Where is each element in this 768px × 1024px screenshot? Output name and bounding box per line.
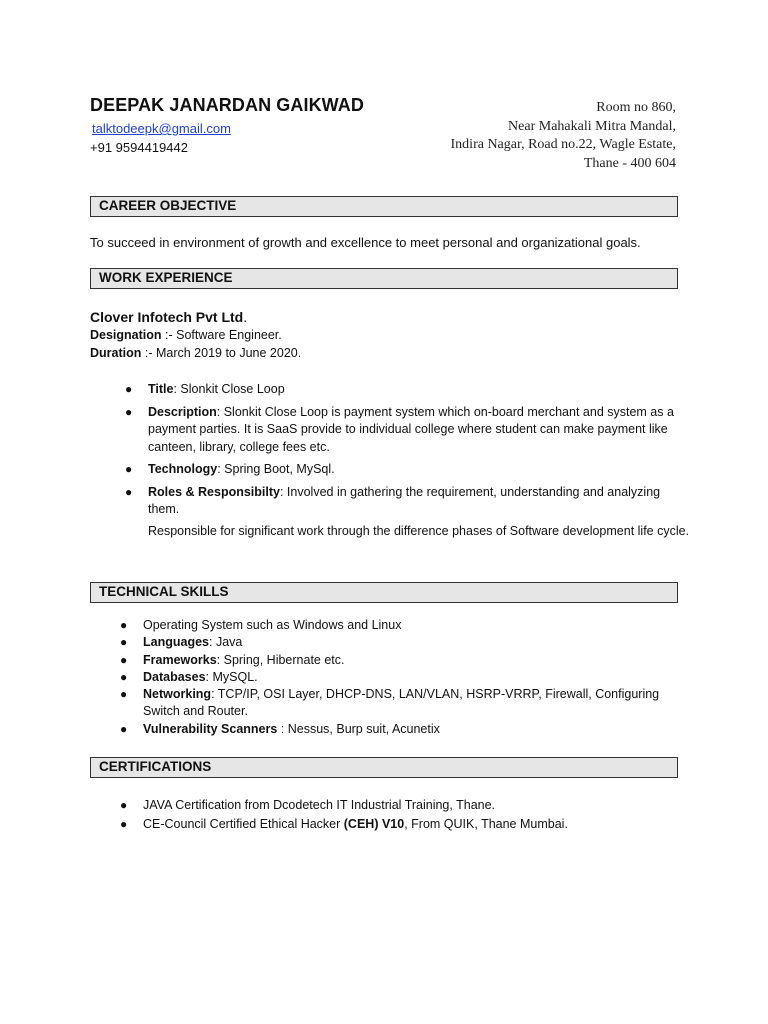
bullet-icon: ● [125, 462, 133, 476]
list-item [90, 686, 690, 721]
item-label: Technology [148, 462, 218, 476]
candidate-name: DEEPAK JANARDAN GAIKWAD [90, 95, 364, 115]
duration-label: Duration [90, 346, 142, 360]
cert-text: CE-Council Certified Ethical Hacker [143, 816, 344, 831]
list-item [90, 404, 690, 457]
skills-list [90, 617, 690, 738]
section-title: TECHNICAL SKILLS [99, 584, 229, 599]
section-title: CERTIFICATIONS [99, 759, 212, 774]
address-line: Near Mahakali Mitra Mandal, [508, 118, 676, 134]
bullet-icon: ● [125, 484, 133, 499]
list-item [90, 796, 690, 815]
item-label: Frameworks [143, 652, 217, 667]
bullet-icon: ● [125, 404, 133, 419]
section-title: CAREER OBJECTIVE [99, 198, 237, 213]
bullet-icon: ● [125, 382, 133, 396]
item-text: : Slonkit Close Loop is payment system which on-board merchant and system as a payment parties. It is SaaS provide to individual college where student can make payment like canteen, library, college fees etc. [148, 404, 674, 454]
list-item [90, 634, 690, 651]
address-line: Indira Nagar, Road no.22, Wagle Estate, [450, 137, 676, 152]
cert-bold-text: (CEH) V10 [343, 816, 405, 831]
item-text: : Nessus, Burp suit, Acunetix [277, 721, 440, 736]
item-extra-text: Responsible for significant work through the difference phases of Software development life cycle. [148, 523, 690, 538]
section-header-certifications [90, 757, 678, 778]
item-label: Title [148, 382, 174, 396]
item-label: Vulnerability Scanners [143, 721, 278, 736]
designation-line [90, 328, 282, 342]
list-item [90, 484, 690, 541]
address-line: Room no 860, [596, 100, 676, 115]
section-header-work-experience [90, 268, 678, 289]
item-text: : TCP/IP, OSI Layer, DHCP-DNS, LAN/VLAN, HSRP-VRRP, Firewall, Configuring Switch and Router. [143, 687, 660, 719]
address-line: Thane - 400 604 [583, 155, 676, 171]
bullet-icon: ● [120, 798, 128, 812]
bullet-icon: ● [120, 721, 128, 736]
item-text: : Java [209, 635, 243, 650]
item-text: : Slonkit Close Loop [173, 382, 285, 396]
company-name-suffix: . [243, 309, 248, 325]
list-item [90, 617, 690, 634]
list-item [90, 815, 690, 834]
certifications-list [90, 796, 690, 833]
cert-text: JAVA Certification from Dcodetech IT Industrial Training, Thane. [143, 798, 496, 812]
bullet-icon: ● [120, 652, 128, 667]
phone-number: +91 9594419442 [90, 140, 188, 155]
item-label: Languages [143, 635, 209, 650]
bullet-icon: ● [120, 816, 128, 831]
list-item [90, 721, 690, 738]
bullet-icon: ● [120, 635, 128, 650]
list-item [90, 461, 690, 479]
bullet-icon: ● [120, 669, 128, 684]
career-objective-text: To succeed in environment of growth and excellence to meet personal and organizational goals. [90, 235, 641, 250]
item-label: Databases [143, 669, 206, 684]
project-details-list [90, 381, 690, 545]
list-item [90, 381, 690, 399]
list-item [90, 652, 690, 669]
section-title: WORK EXPERIENCE [99, 270, 233, 285]
duration-value: :- March 2019 to June 2020. [141, 346, 302, 360]
company-name-text: Clover Infotech Pvt Ltd [90, 309, 244, 325]
designation-value: :- Software Engineer. [161, 328, 282, 342]
designation-label: Designation [90, 328, 162, 342]
item-text: : MySQL. [205, 669, 258, 684]
address-block [451, 99, 676, 173]
section-header-technical-skills [90, 582, 678, 603]
item-label: Roles & Responsibilty [148, 484, 280, 499]
item-label: Networking [143, 687, 212, 702]
list-item [90, 669, 690, 686]
item-text: Operating System such as Windows and Linux [143, 618, 402, 632]
cert-text-suffix: , From QUIK, Thane Mumbai. [404, 816, 568, 831]
company-name [90, 309, 247, 325]
section-header-career-objective [90, 196, 678, 217]
duration-line [90, 346, 301, 360]
item-label: Description [148, 404, 217, 419]
item-text: : Spring, Hibernate etc. [216, 652, 345, 667]
item-text: : Involved in gathering the requirement, understanding and analyzing them. [148, 484, 661, 516]
item-text: : Spring Boot, MySql. [217, 462, 335, 476]
email-link[interactable]: talktodeepk@gmail.com [92, 121, 231, 136]
bullet-icon: ● [120, 618, 128, 632]
bullet-icon: ● [120, 687, 128, 702]
